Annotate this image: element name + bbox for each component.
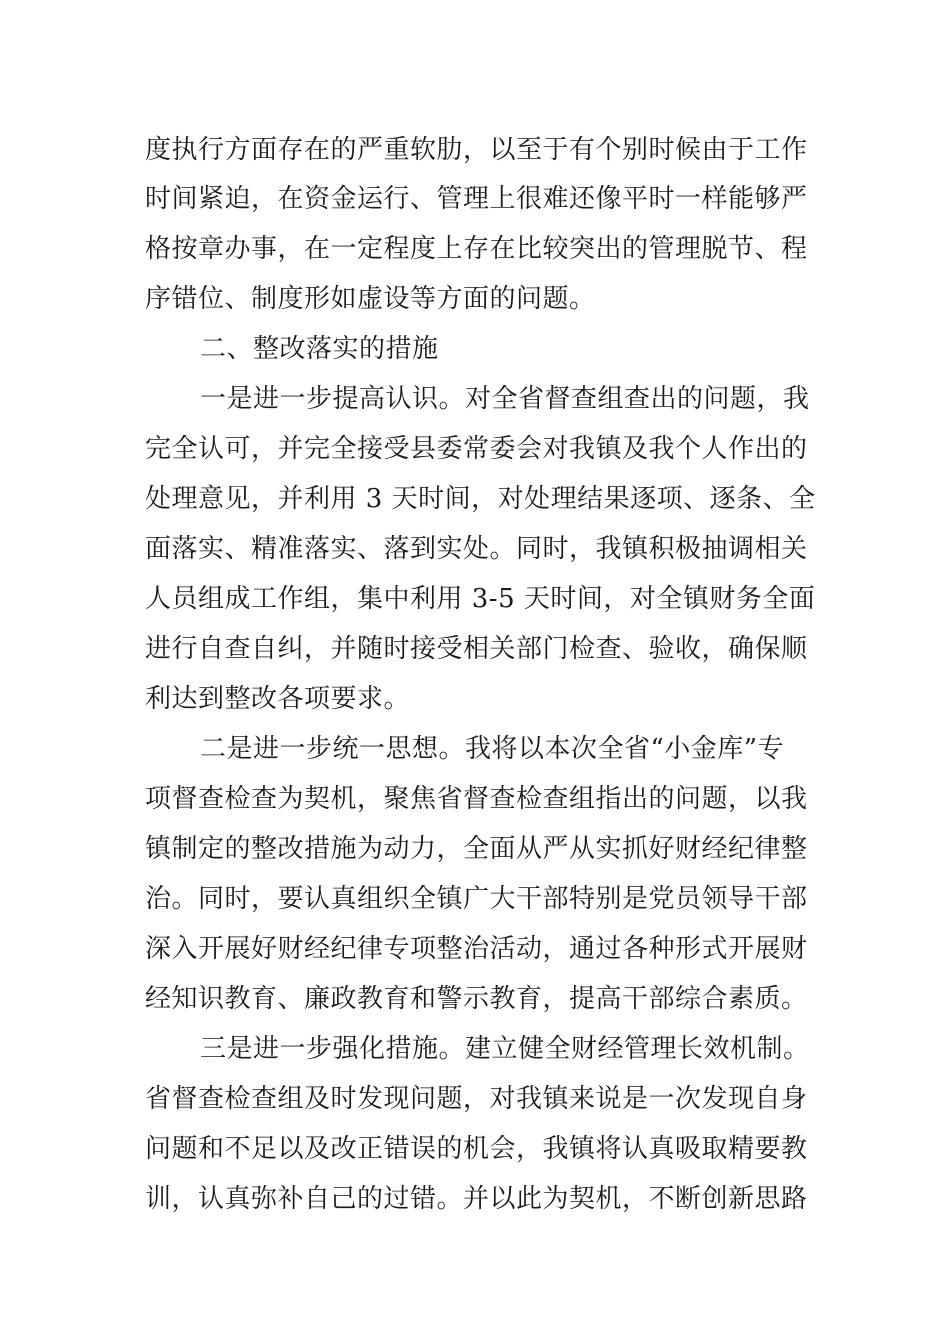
text-line: 时间紧迫，在资金运行、管理上很难还像平时一样能够严 (145, 184, 808, 214)
text-line: 序错位、制度形如虚设等方面的问题。 (145, 284, 596, 314)
text-line: 利达到整改各项要求。 (145, 684, 411, 714)
text-line: 度执行方面存在的严重软肋，以至于有个别时候由于工作 (145, 135, 808, 165)
paragraph-first-line: 一是进一步提高认识。对全省督查组查出的问题，我 (200, 384, 810, 414)
text-line: 项督查检查为契机，聚焦省督查检查组指出的问题，以我 (145, 784, 808, 814)
text-line: 人员组成工作组，集中利用 3-5 天时间，对全镇财务全面 (145, 584, 816, 614)
text-line: 经知识教育、廉政教育和警示教育，提高干部综合素质。 (145, 984, 808, 1014)
text-line: 训，认真弥补自己的过错。并以此为契机，不断创新思路 (145, 1184, 808, 1214)
text-line: 镇制定的整改措施为动力，全面从严从实抓好财经纪律整 (145, 834, 808, 864)
text-line: 省督查检查组及时发现问题，对我镇来说是一次发现自身 (145, 1084, 808, 1114)
text-line: 问题和不足以及改正错误的机会，我镇将认真吸取精要教 (145, 1134, 808, 1164)
paragraph-first-line: 三是进一步强化措施。建立健全财经管理长效机制。 (200, 1034, 810, 1064)
text-line: 面落实、精准落实、落到实处。同时，我镇积极抽调相关 (145, 534, 808, 564)
text-line: 深入开展好财经纪律专项整治活动，通过各种形式开展财 (145, 934, 808, 964)
text-line: 格按章办事，在一定程度上存在比较突出的管理脱节、程 (145, 234, 808, 264)
section-heading: 二、整改落实的措施 (200, 334, 439, 364)
text-line: 完全认可，并完全接受县委常委会对我镇及我个人作出的 (145, 434, 808, 464)
text-line: 进行自查自纠，并随时接受相关部门检查、验收，确保顺 (145, 634, 808, 664)
text-line: 处理意见，并利用 3 天时间，对处理结果逐项、逐条、全 (145, 484, 816, 514)
paragraph-first-line: 二是进一步统一思想。我将以本次全省“小金库”专 (200, 734, 785, 764)
text-line: 治。同时，要认真组织全镇广大干部特别是党员领导干部 (145, 884, 808, 914)
